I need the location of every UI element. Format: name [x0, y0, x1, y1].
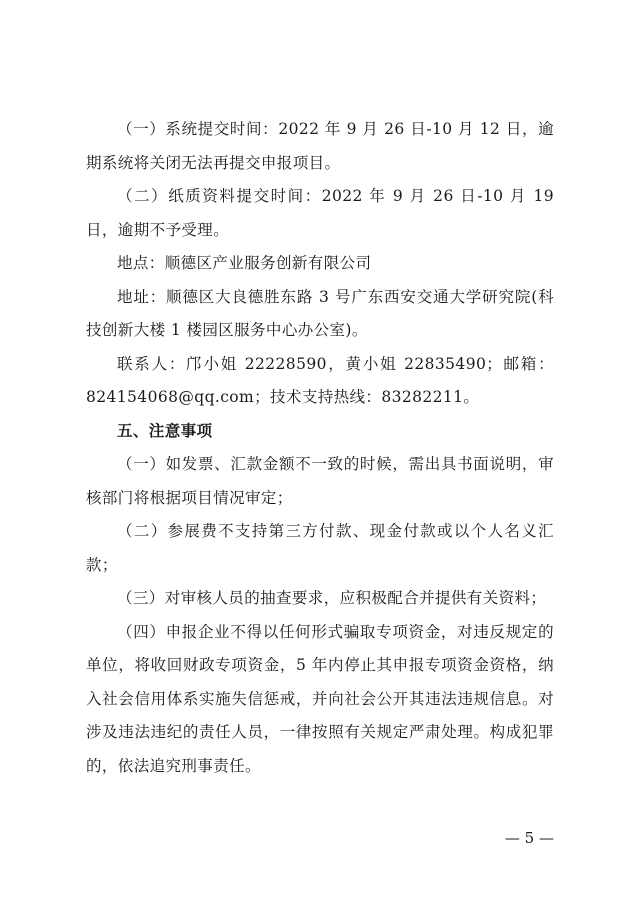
- page-number: — 5 —: [504, 829, 554, 847]
- note-item: （三）对审核人员的抽查要求，应积极配合并提供有关资料；: [117, 589, 547, 607]
- section-heading: 五、注意事项: [117, 421, 213, 440]
- paragraph-paper-deadline: （二）纸质资料提交时间：2022 年 9 月 26 日-10 月 19 日，逾期不予受理。: [86, 187, 554, 239]
- note-item: （四）申报企业不得以任何形式骗取专项资金，对违反规定的单位，将收回财政专项资金，5 年内停止其申报专项资金资格，纳入社会信用体系实施失信惩戒，并向社会公开其违法违规信息。对涉及违法违纪的责任人员，一律按照有关规定严肃处理。构成犯罪的，依法追究刑事责任。: [86, 622, 554, 775]
- paragraph-contact: 联系人：邝小姐 22228590，黄小姐 22835490；邮箱：824154068@qq.com；技术支持热线：83282211。: [86, 354, 554, 406]
- document-body: [86, 113, 554, 783]
- note-item: （二）参展费不支持第三方付款、现金付款或以个人名义汇款；: [86, 522, 554, 574]
- paragraph-address: 地址：顺德区大良德胜东路 3 号广东西安交通大学研究院(科技创新大楼 1 楼园区服务中心办公室)。: [86, 287, 554, 339]
- paragraph-system-deadline: （一）系统提交时间：2022 年 9 月 26 日-10 月 12 日，逾期系统将关闭无法再提交申报项目。: [86, 120, 554, 172]
- note-item: （一）如发票、汇款金额不一致的时候，需出具书面说明，审核部门将根据项目情况审定；: [86, 455, 554, 507]
- paragraph-location: 地点：顺德区产业服务创新有限公司: [117, 254, 372, 272]
